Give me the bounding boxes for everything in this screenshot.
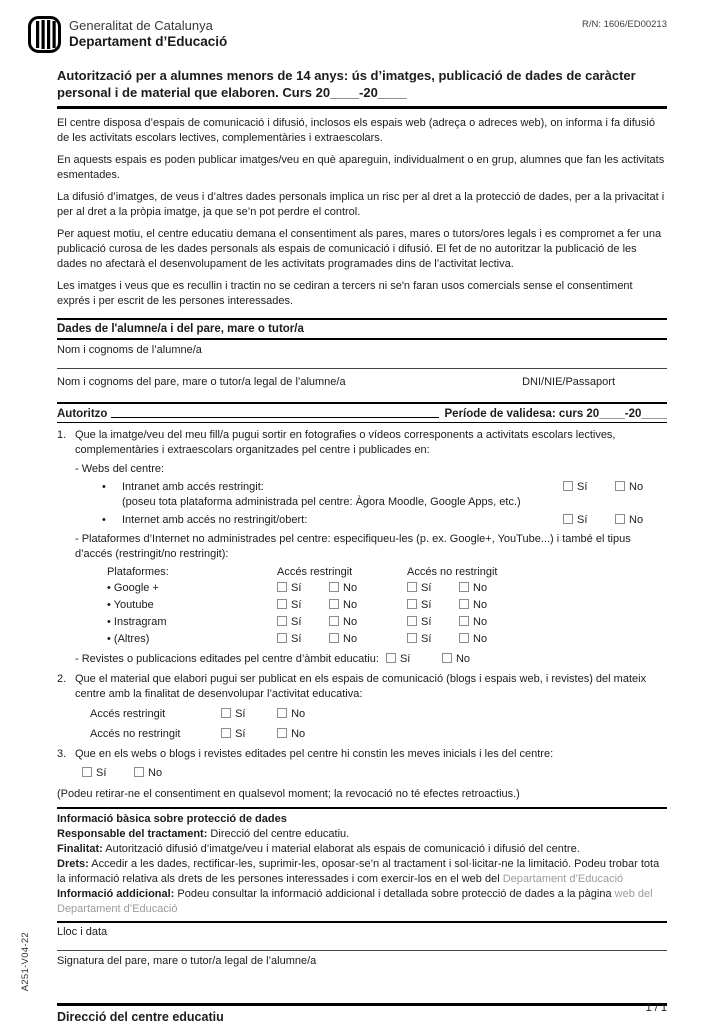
lloc-data-field[interactable]	[57, 938, 667, 951]
platform-table	[107, 564, 667, 648]
label-si: Sí	[577, 514, 588, 526]
section-autoritzo	[57, 402, 667, 423]
checkbox-intranet-no[interactable]	[615, 481, 625, 491]
finalitat-text: Autorització difusió d’imatge/veu i material elaborat als espais de comunicació i difusió del centre.	[102, 843, 580, 855]
privacy-heading: Informació bàsica sobre protecció de dades	[57, 813, 287, 825]
col-header-acces-no-restringit: Accés no restringit	[407, 566, 498, 578]
departament-educacio-web-link[interactable]: web del Departament d’Educació	[57, 888, 653, 915]
section-dades	[57, 318, 667, 400]
label-no: No	[473, 582, 488, 594]
intranet-label: Intranet amb accés restringit:	[122, 481, 264, 493]
bullet-icon: •	[102, 514, 106, 526]
checkbox-instagram-norestringit-no[interactable]	[459, 616, 469, 626]
checkbox-instagram-norestringit-si[interactable]	[407, 616, 417, 626]
platform-label: • (Altres)	[107, 633, 150, 645]
checkbox-material-norestringit-si[interactable]	[221, 728, 231, 738]
list-item-1	[57, 428, 667, 458]
inicials-checkbox-row	[82, 765, 667, 781]
material-norestringit-row	[90, 727, 667, 742]
autoritzo-heading: Autoritzo	[57, 408, 108, 420]
checkbox-material-restringit-no[interactable]	[277, 708, 287, 718]
label-no: No	[473, 599, 488, 611]
checkbox-google-norestringit-si[interactable]	[407, 582, 417, 592]
label-no: No	[343, 616, 358, 628]
section-direccio	[57, 1003, 667, 1024]
intro-paragraph: Les imatges i veus que es recullin i tractin no se cediran a tercers ni se'n faran usos comercials sense el consentiment exprés i per escrit de les persones interessades.	[57, 280, 633, 307]
list-item-2	[57, 672, 667, 702]
platform-label: • Google +	[107, 582, 159, 594]
header	[28, 16, 667, 54]
label-si: Sí	[421, 582, 432, 594]
item-number: 2.	[57, 673, 67, 685]
checkbox-revistes-no[interactable]	[442, 653, 452, 663]
signatura-label: Signatura del pare, mare o tutor/a legal de l’alumne/a	[57, 955, 317, 967]
label-no: No	[629, 514, 644, 526]
item-number: 3.	[57, 748, 67, 760]
form-title: Autorització per a alumnes menors de 14 anys: ús d’imatges, publicació de dades de caràcter personal i de material que elaboren. Curs 20____-20____	[57, 67, 667, 109]
intro-paragraph: El centre disposa d’espais de comunicació i difusió, inclosos els espais web (adreça o adreces web), on informa i fa difusió de les activitats escolars lectives, complementàries i extraescolars.	[57, 117, 655, 144]
brand	[28, 16, 227, 54]
webs-del-centre-heading: - Webs del centre:	[75, 463, 165, 475]
label-si: Sí	[96, 767, 107, 779]
col-header-acces-restringit: Accés restringit	[277, 566, 353, 578]
label-no: No	[343, 582, 358, 594]
lloc-data-label: Lloc i data	[57, 926, 108, 938]
revistes-row	[75, 651, 667, 667]
item3-text: Que en els webs o blogs i revistes editades pel centre hi constin les meves inicials i les del centre:	[75, 748, 554, 760]
privacy-responsable-line	[57, 827, 667, 842]
label-si: Sí	[291, 582, 302, 594]
privacy-drets-line	[57, 857, 667, 887]
checkbox-youtube-restringit-si[interactable]	[277, 599, 287, 609]
checkbox-altres-norestringit-si[interactable]	[407, 633, 417, 643]
senyera-shield-icon	[28, 16, 63, 54]
label-si: Sí	[235, 708, 246, 720]
label-si: Sí	[399, 653, 411, 665]
parent-name-label: Nom i cognoms del pare, mare o tutor/a legal de l’alumne/a	[57, 376, 346, 388]
org-name: Generalitat de Catalunya	[69, 18, 213, 33]
checkbox-internet-si[interactable]	[563, 514, 573, 524]
checkbox-material-norestringit-no[interactable]	[277, 728, 287, 738]
checkbox-google-norestringit-no[interactable]	[459, 582, 469, 592]
label-no: No	[291, 708, 306, 720]
list-item-3	[57, 747, 667, 762]
privacy-addicional-line	[57, 887, 667, 917]
checkbox-altres-norestringit-no[interactable]	[459, 633, 469, 643]
item1-text: Que la imatge/veu del meu fill/a pugui sortir en fotografies o vídeos corresponents a activitats escolars lectives, complementàries i extraescolars organitzades pel centre i publicades en:	[75, 429, 616, 456]
checkbox-material-restringit-si[interactable]	[221, 708, 231, 718]
signature-area[interactable]	[57, 967, 667, 1003]
checkbox-google-restringit-no[interactable]	[329, 582, 339, 592]
dni-label: DNI/NIE/Passaport	[522, 376, 615, 388]
validity-period-label: Període de validesa: curs 20____-20____	[444, 408, 667, 420]
autoritzo-fill-line[interactable]	[111, 407, 438, 418]
table-row-google	[107, 580, 667, 597]
label-no: No	[473, 633, 488, 645]
bullet-icon: •	[102, 481, 106, 493]
checkbox-youtube-restringit-no[interactable]	[329, 599, 339, 609]
table-row-altres	[107, 631, 667, 648]
checkbox-youtube-norestringit-si[interactable]	[407, 599, 417, 609]
addicional-text: Podeu consultar la informació addicional i detallada sobre protecció de dades a la pàgina	[174, 888, 615, 900]
drets-label: Drets:	[57, 858, 89, 870]
reference-number: R/N: 1606/ED00213	[581, 19, 667, 30]
table-row-instagram	[107, 614, 667, 631]
plataformes-text: - Plataformes d’Internet no administrades pel centre: especifiqueu-les (p. ex. Google+, YouTube...) i també el tipus d’accés (restringit/no restringit):	[75, 533, 631, 560]
intranet-note: (poseu tota plataforma administrada pel centre: Àgora Moodle, Google Apps, etc.)	[122, 496, 521, 508]
label-no: No	[629, 481, 644, 493]
responsable-text: Direcció del centre educatiu.	[207, 828, 350, 840]
checkbox-inicials-no[interactable]	[134, 767, 144, 777]
checkbox-instagram-restringit-si[interactable]	[277, 616, 287, 626]
item-number: 1.	[57, 429, 67, 441]
label-si: Sí	[291, 616, 302, 628]
responsable-label: Responsable del tractament:	[57, 828, 208, 840]
departament-educacio-link[interactable]: Departament d’Educació	[502, 873, 624, 885]
platform-label: • Instragram	[107, 616, 167, 628]
label-no: No	[343, 633, 358, 645]
label-si: Sí	[421, 633, 432, 645]
acces-restringit-label: Accés restringit	[90, 708, 166, 720]
intro-paragraph: La difusió d’imatges, de veus i d’altres dades personals implica un risc per al dret a la protecció de dades, per a la privacitat i per al dret a la pròpia imatge, ja que se’n pot perdre el control.	[57, 191, 665, 218]
label-si: Sí	[577, 481, 588, 493]
revocation-note: (Podeu retirar-ne el consentiment en qualsevol moment; la revocació no té efectes retroactius.)	[57, 788, 520, 800]
page-number: 1 / 1	[645, 1002, 667, 1014]
acces-no-restringit-label: Accés no restringit	[90, 728, 181, 740]
label-si: Sí	[421, 599, 432, 611]
brand-text	[69, 16, 227, 50]
label-no: No	[148, 767, 163, 779]
label-si: Sí	[291, 633, 302, 645]
checkbox-instagram-restringit-no[interactable]	[329, 616, 339, 626]
drets-text: Accedir a les dades, rectificar-les, suprimir-les, oposar-se’n al tractament i sol·licitar-ne la limitació. Podeu trobar tota la informació relativa als drets de les persones interessades i com exercir-los en el web del	[57, 858, 660, 885]
checkbox-google-restringit-si[interactable]	[277, 582, 287, 592]
label-no: No	[455, 653, 471, 665]
material-restringit-row	[90, 707, 667, 722]
checkbox-inicials-si[interactable]	[82, 767, 92, 777]
department-name: Departament d’Educació	[69, 34, 228, 49]
checkbox-internet-no[interactable]	[615, 514, 625, 524]
label-no: No	[343, 599, 358, 611]
section-dades-heading: Dades de l'alumne/a i del pare, mare o tutor/a	[57, 320, 667, 340]
section-lloc-data	[57, 921, 667, 1003]
col-header-plataformes: Plataformes:	[107, 566, 169, 578]
revistes-label: - Revistes o publicacions editades pel centre d’àmbit educatiu:	[75, 653, 379, 665]
privacy-section	[57, 807, 667, 917]
checkbox-altres-restringit-no[interactable]	[329, 633, 339, 643]
internet-label: Internet amb accés no restringit/obert:	[122, 514, 308, 526]
platform-label: • Youtube	[107, 599, 154, 611]
intranet-row	[102, 480, 667, 510]
item2-text: Que el material que elabori pugui ser publicat en els espais de comunicació (blogs i espais web, i revistes) del mateix centre amb la finalitat de desenvolupar l’activitat educativa:	[75, 673, 647, 700]
alumne-name-label: Nom i cognoms de l’alumne/a	[57, 344, 202, 356]
internet-row	[102, 513, 667, 528]
addicional-label: Informació addicional:	[57, 888, 175, 900]
table-row-youtube	[107, 597, 667, 614]
direccio-heading: Direcció del centre educatiu	[57, 1010, 224, 1024]
intro-paragraph: En aquests espais es poden publicar imatges/veu en què apareguin, individualment o en grup, alumnes que fan les activitats esmentades.	[57, 154, 665, 181]
checkbox-revistes-si[interactable]	[386, 653, 396, 663]
checkbox-intranet-si[interactable]	[563, 481, 573, 491]
privacy-finalitat-line	[57, 842, 667, 857]
checkbox-altres-restringit-si[interactable]	[277, 633, 287, 643]
form-code: A251-V04-22	[20, 932, 31, 992]
finalitat-label: Finalitat:	[57, 843, 103, 855]
checkbox-youtube-norestringit-no[interactable]	[459, 599, 469, 609]
intro-paragraph: Per aquest motiu, el centre educatiu demana el consentiment als pares, mares o tutors/ores legals i es compromet a fer una publicació curosa de les dades personals als espais de comunicació i difusió. El fet de no autoritzar la publicació de les dades no afectarà el desenvolupament de les activitats programades dins de l’activitat lectiva.	[57, 228, 662, 270]
label-si: Sí	[235, 728, 246, 740]
label-si: Sí	[291, 599, 302, 611]
alumne-name-field[interactable]	[57, 358, 667, 369]
label-no: No	[473, 616, 488, 628]
label-si: Sí	[421, 616, 432, 628]
label-no: No	[291, 728, 306, 740]
